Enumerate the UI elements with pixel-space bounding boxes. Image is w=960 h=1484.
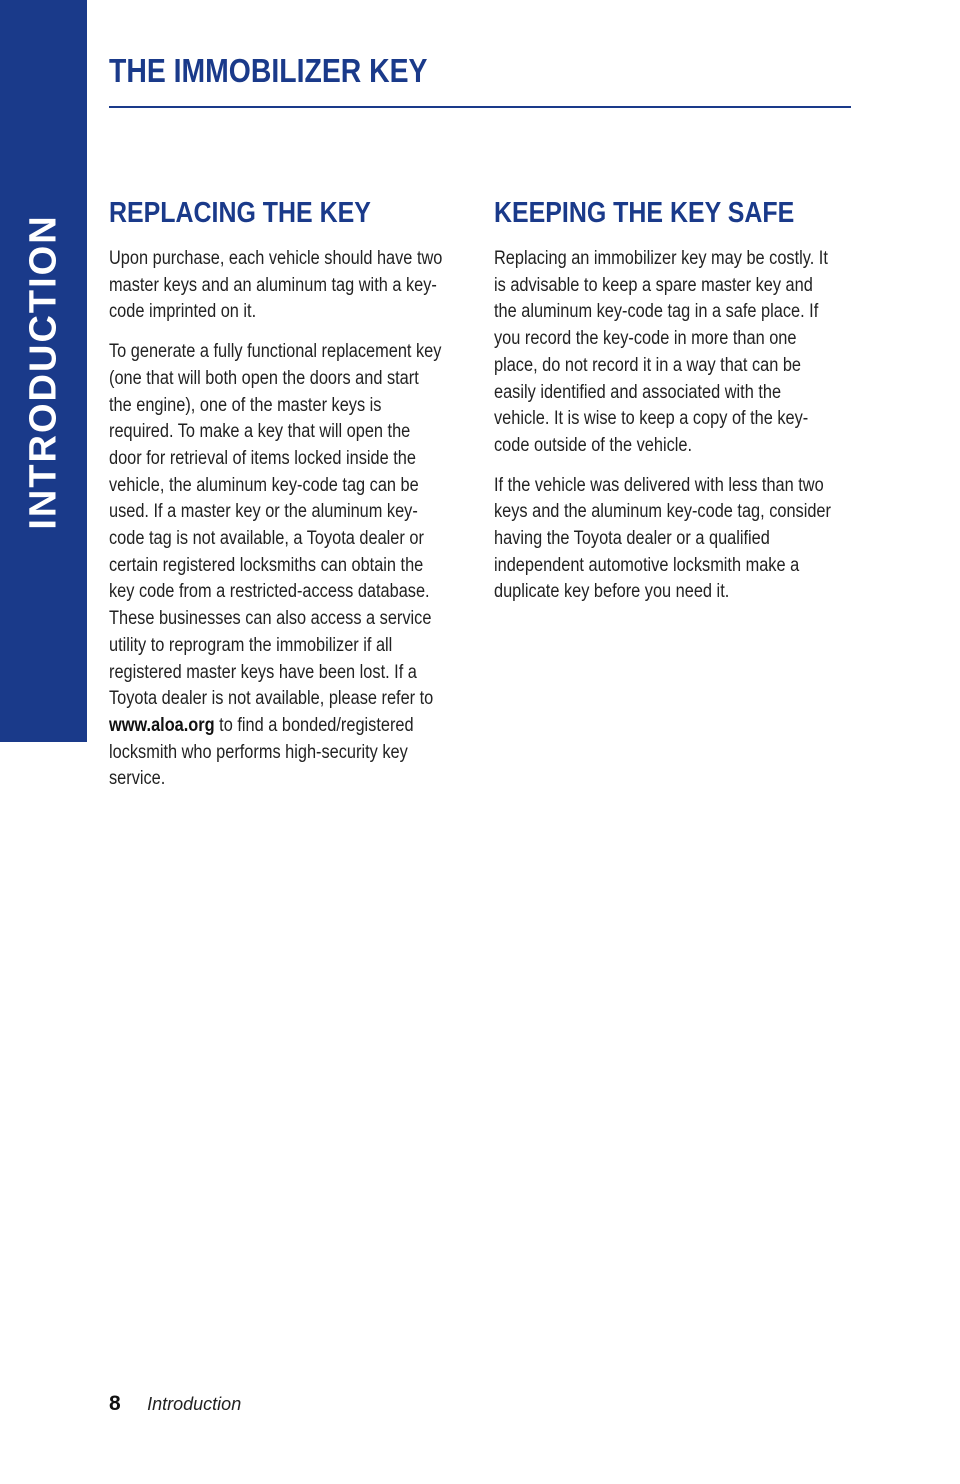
section-replacing-the-key [109, 196, 444, 806]
paragraph-text: to find a bonded/registered locksmith who performs high-security key service. [109, 714, 414, 790]
side-tab-label: INTRODUCTION [22, 214, 65, 530]
aloa-link[interactable]: www.aloa.org [109, 714, 215, 736]
section-heading: REPLACING THE KEY [109, 197, 371, 229]
paragraph: Upon purchase, each vehicle should have two master keys and an aluminum tag with a key-code imprinted on it. [109, 248, 443, 323]
side-tab [0, 0, 87, 742]
footer-section-name: Introduction [147, 1394, 242, 1414]
paragraph: Replacing an immobilizer key may be costly. It is advisable to keep a spare master key and the aluminum key-code tag in a safe place. If you record the key-code in more than one place, do not record it in a way that can be easily identified and associated with the vehicle. It is wise to keep a copy of the key-code outside of the vehicle. [494, 248, 828, 456]
page-title: THE IMMOBILIZER KEY [109, 52, 428, 89]
title-divider [109, 106, 851, 108]
section-heading: KEEPING THE KEY SAFE [494, 197, 795, 229]
page-footer [109, 1392, 241, 1416]
section-keeping-the-key-safe [494, 196, 839, 619]
page-number: 8 [109, 1392, 121, 1415]
paragraph-text: To generate a fully functional replacement key (one that will both open the doors and start the engine), one of the master keys is required. To make a key that will open the door for retrieval of items locked inside the vehicle, the aluminum key-code tag can be used. If a master key or the aluminum key-code tag is not available, a Toyota dealer or certain registered locksmiths can obtain the key code from a restricted-access database. These businesses can also access a service utility to reprogram the immobilizer if all registered master keys have been lost. If a Toyota dealer is not available, please refer to [109, 341, 442, 710]
paragraph: If the vehicle was delivered with less than two keys and the aluminum key-code tag, consider having the Toyota dealer or a qualified independent automotive locksmith make a duplicate key before you need it. [494, 474, 831, 603]
paragraph [109, 339, 444, 793]
